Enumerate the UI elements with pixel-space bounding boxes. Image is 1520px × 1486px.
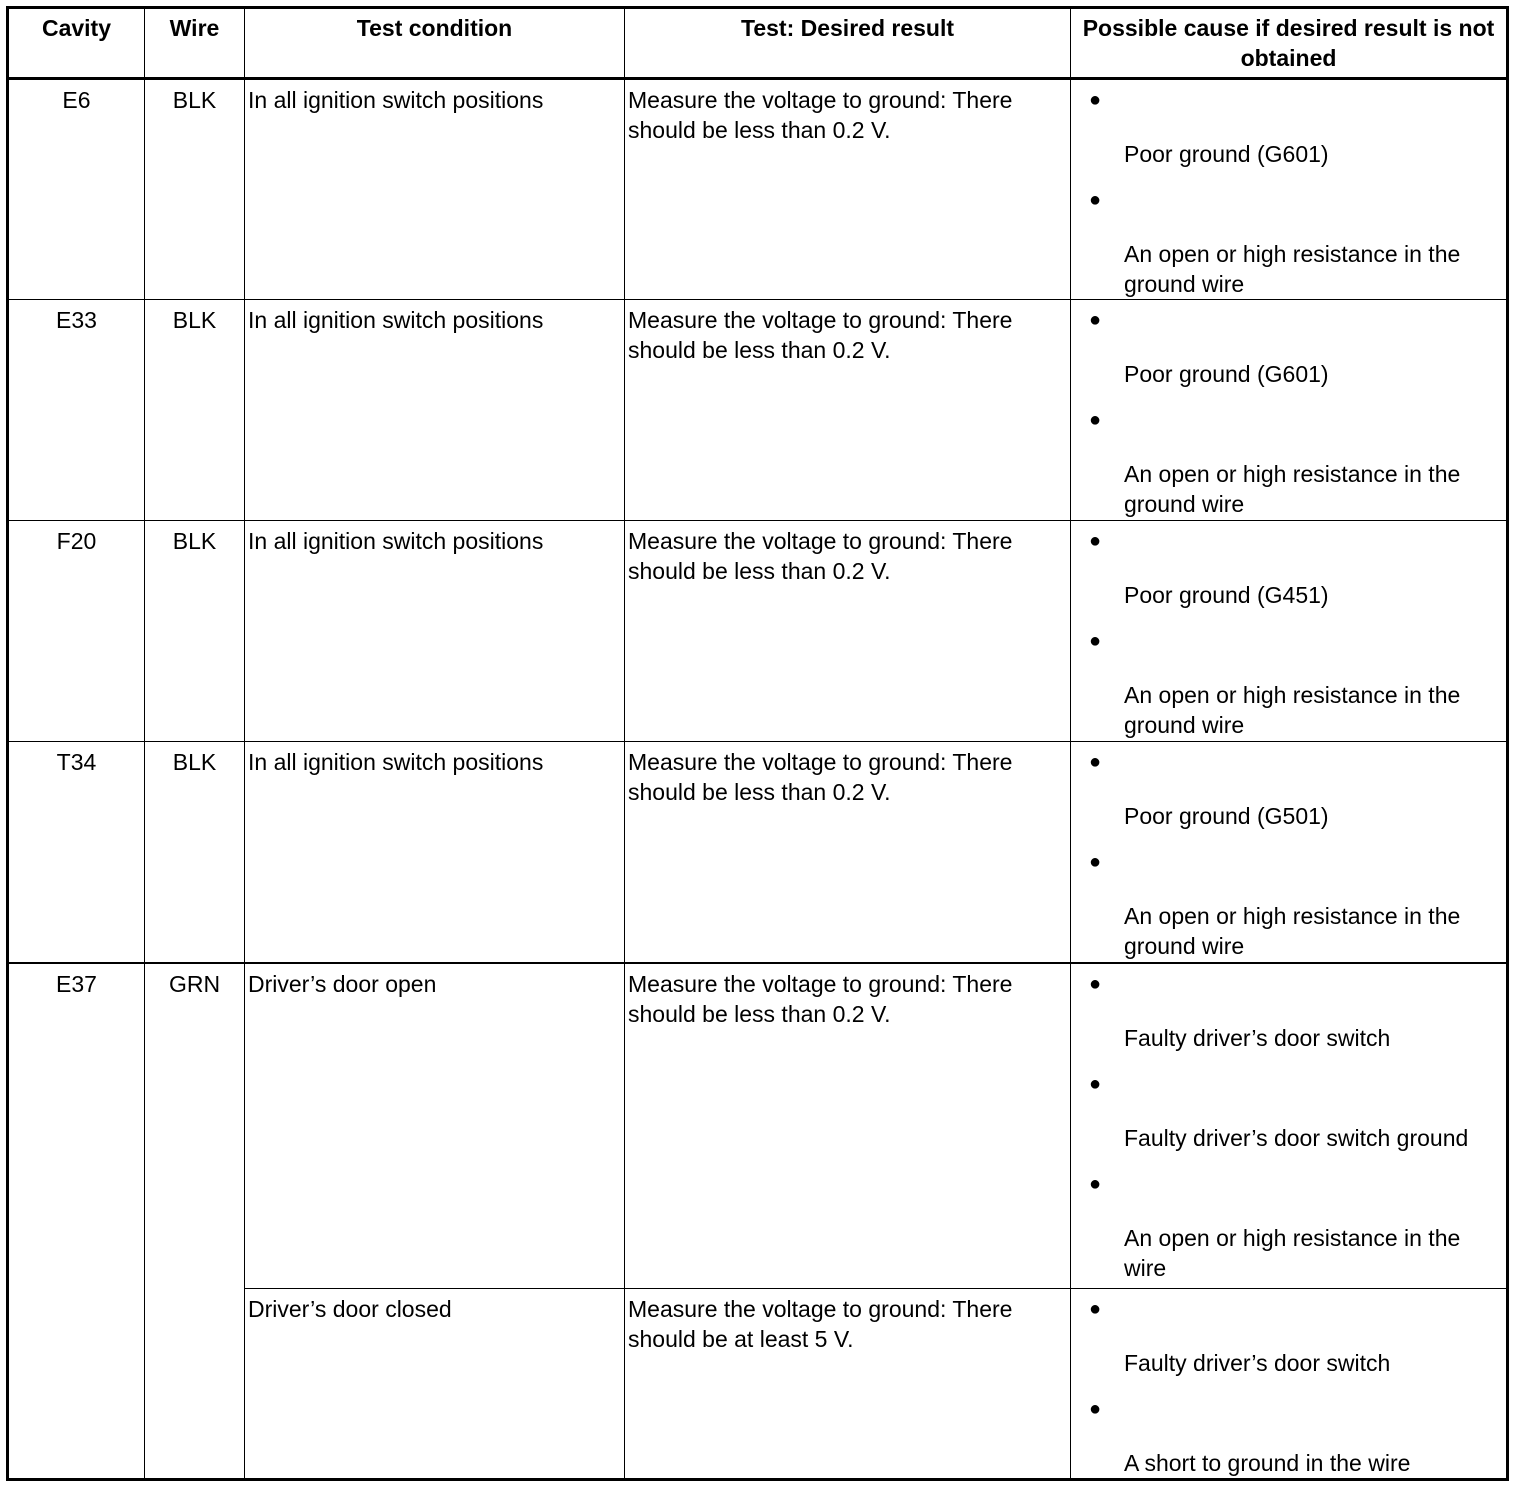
cause-cell [1071, 742, 1508, 963]
cause-item [1089, 626, 1500, 740]
bullet-icon: ● [1089, 972, 1102, 995]
cavity-cell: E37 [8, 963, 145, 1480]
header-possible-cause: Possible cause if desired result is not obtained [1071, 8, 1508, 79]
table-body [8, 79, 1508, 1480]
condition-cell: Driver’s door closed [245, 1289, 625, 1480]
result-cell: Measure the voltage to ground: There should be less than 0.2 V. [625, 742, 1071, 963]
condition-cell: In all ignition switch positions [245, 742, 625, 963]
cause-item [1089, 85, 1500, 169]
cause-item [1089, 526, 1500, 610]
wire-cell: BLK [145, 300, 245, 521]
cause-list [1071, 80, 1506, 299]
table-row-t34 [8, 742, 1508, 963]
wire-cell: GRN [145, 963, 245, 1480]
cause-cell [1071, 300, 1508, 521]
cause-text: An open or high resistance in the ground wire [1124, 241, 1461, 297]
cause-text: Faulty driver’s door switch [1124, 1350, 1391, 1376]
table-row-e33 [8, 300, 1508, 521]
bullet-icon: ● [1089, 409, 1102, 431]
cause-item [1089, 969, 1500, 1053]
cause-item [1089, 185, 1500, 299]
bullet-icon: ● [1089, 89, 1102, 111]
header-desired-result: Test: Desired result [625, 8, 1071, 79]
condition-cell: In all ignition switch positions [245, 300, 625, 521]
cause-cell [1071, 79, 1508, 300]
cause-text: An open or high resistance in the ground wire [1124, 682, 1461, 738]
bullet-icon: ● [1089, 851, 1102, 873]
bullet-icon: ● [1089, 630, 1102, 652]
cavity-cell: F20 [8, 521, 145, 742]
cause-text: A short to ground in the wire [1124, 1450, 1411, 1476]
wire-cell: BLK [145, 742, 245, 963]
cause-item [1089, 1169, 1500, 1283]
result-cell: Measure the voltage to ground: There should be less than 0.2 V. [625, 300, 1071, 521]
header-wire: Wire [145, 8, 245, 79]
cause-text: Poor ground (G501) [1124, 803, 1329, 829]
header-test-condition: Test condition [245, 8, 625, 79]
cause-list [1071, 300, 1506, 519]
table-row-e37-door-open [8, 963, 1508, 1289]
cause-text: Poor ground (G601) [1124, 141, 1329, 167]
bullet-icon: ● [1089, 189, 1102, 211]
cause-list [1071, 1289, 1506, 1478]
cause-cell [1071, 963, 1508, 1289]
table-header [8, 8, 1508, 79]
cavity-cell: E33 [8, 300, 145, 521]
cause-item [1089, 405, 1500, 519]
cause-text: An open or high resistance in the wire [1124, 1224, 1461, 1281]
cause-text: Faulty driver’s door switch ground [1124, 1124, 1469, 1151]
bullet-icon: ● [1089, 1298, 1102, 1320]
bullet-icon: ● [1089, 1172, 1102, 1195]
header-row [8, 8, 1508, 79]
cavity-cell: T34 [8, 742, 145, 963]
cause-text: Faulty driver’s door switch [1124, 1024, 1391, 1051]
diagnostic-table [6, 6, 1509, 1481]
cause-item [1089, 1394, 1500, 1478]
condition-cell: In all ignition switch positions [245, 79, 625, 300]
condition-cell: In all ignition switch positions [245, 521, 625, 742]
bullet-icon: ● [1089, 1072, 1102, 1095]
cause-item [1089, 1069, 1500, 1153]
result-cell: Measure the voltage to ground: There should be less than 0.2 V. [625, 79, 1071, 300]
wire-cell: BLK [145, 521, 245, 742]
bullet-icon: ● [1089, 751, 1102, 773]
cause-cell [1071, 521, 1508, 742]
condition-cell: Driver’s door open [245, 963, 625, 1289]
cause-list [1071, 742, 1506, 961]
table-row-e6 [8, 79, 1508, 300]
cause-item [1089, 305, 1500, 389]
cause-text: Poor ground (G451) [1124, 582, 1329, 608]
result-cell: Measure the voltage to ground: There should be at least 5 V. [625, 1289, 1071, 1480]
cause-item [1089, 1294, 1500, 1378]
header-cavity: Cavity [8, 8, 145, 79]
table-row-f20 [8, 521, 1508, 742]
cause-cell [1071, 1289, 1508, 1480]
cause-list [1071, 964, 1506, 1283]
cause-list [1071, 521, 1506, 740]
cause-item [1089, 747, 1500, 831]
cause-text: An open or high resistance in the ground wire [1124, 461, 1461, 517]
bullet-icon: ● [1089, 530, 1102, 552]
cause-text: An open or high resistance in the ground wire [1124, 903, 1461, 959]
cause-item [1089, 847, 1500, 961]
result-cell: Measure the voltage to ground: There should be less than 0.2 V. [625, 963, 1071, 1289]
cavity-cell: E6 [8, 79, 145, 300]
bullet-icon: ● [1089, 1398, 1102, 1420]
wire-cell: BLK [145, 79, 245, 300]
result-cell: Measure the voltage to ground: There should be less than 0.2 V. [625, 521, 1071, 742]
cause-text: Poor ground (G601) [1124, 361, 1329, 387]
bullet-icon: ● [1089, 309, 1102, 331]
